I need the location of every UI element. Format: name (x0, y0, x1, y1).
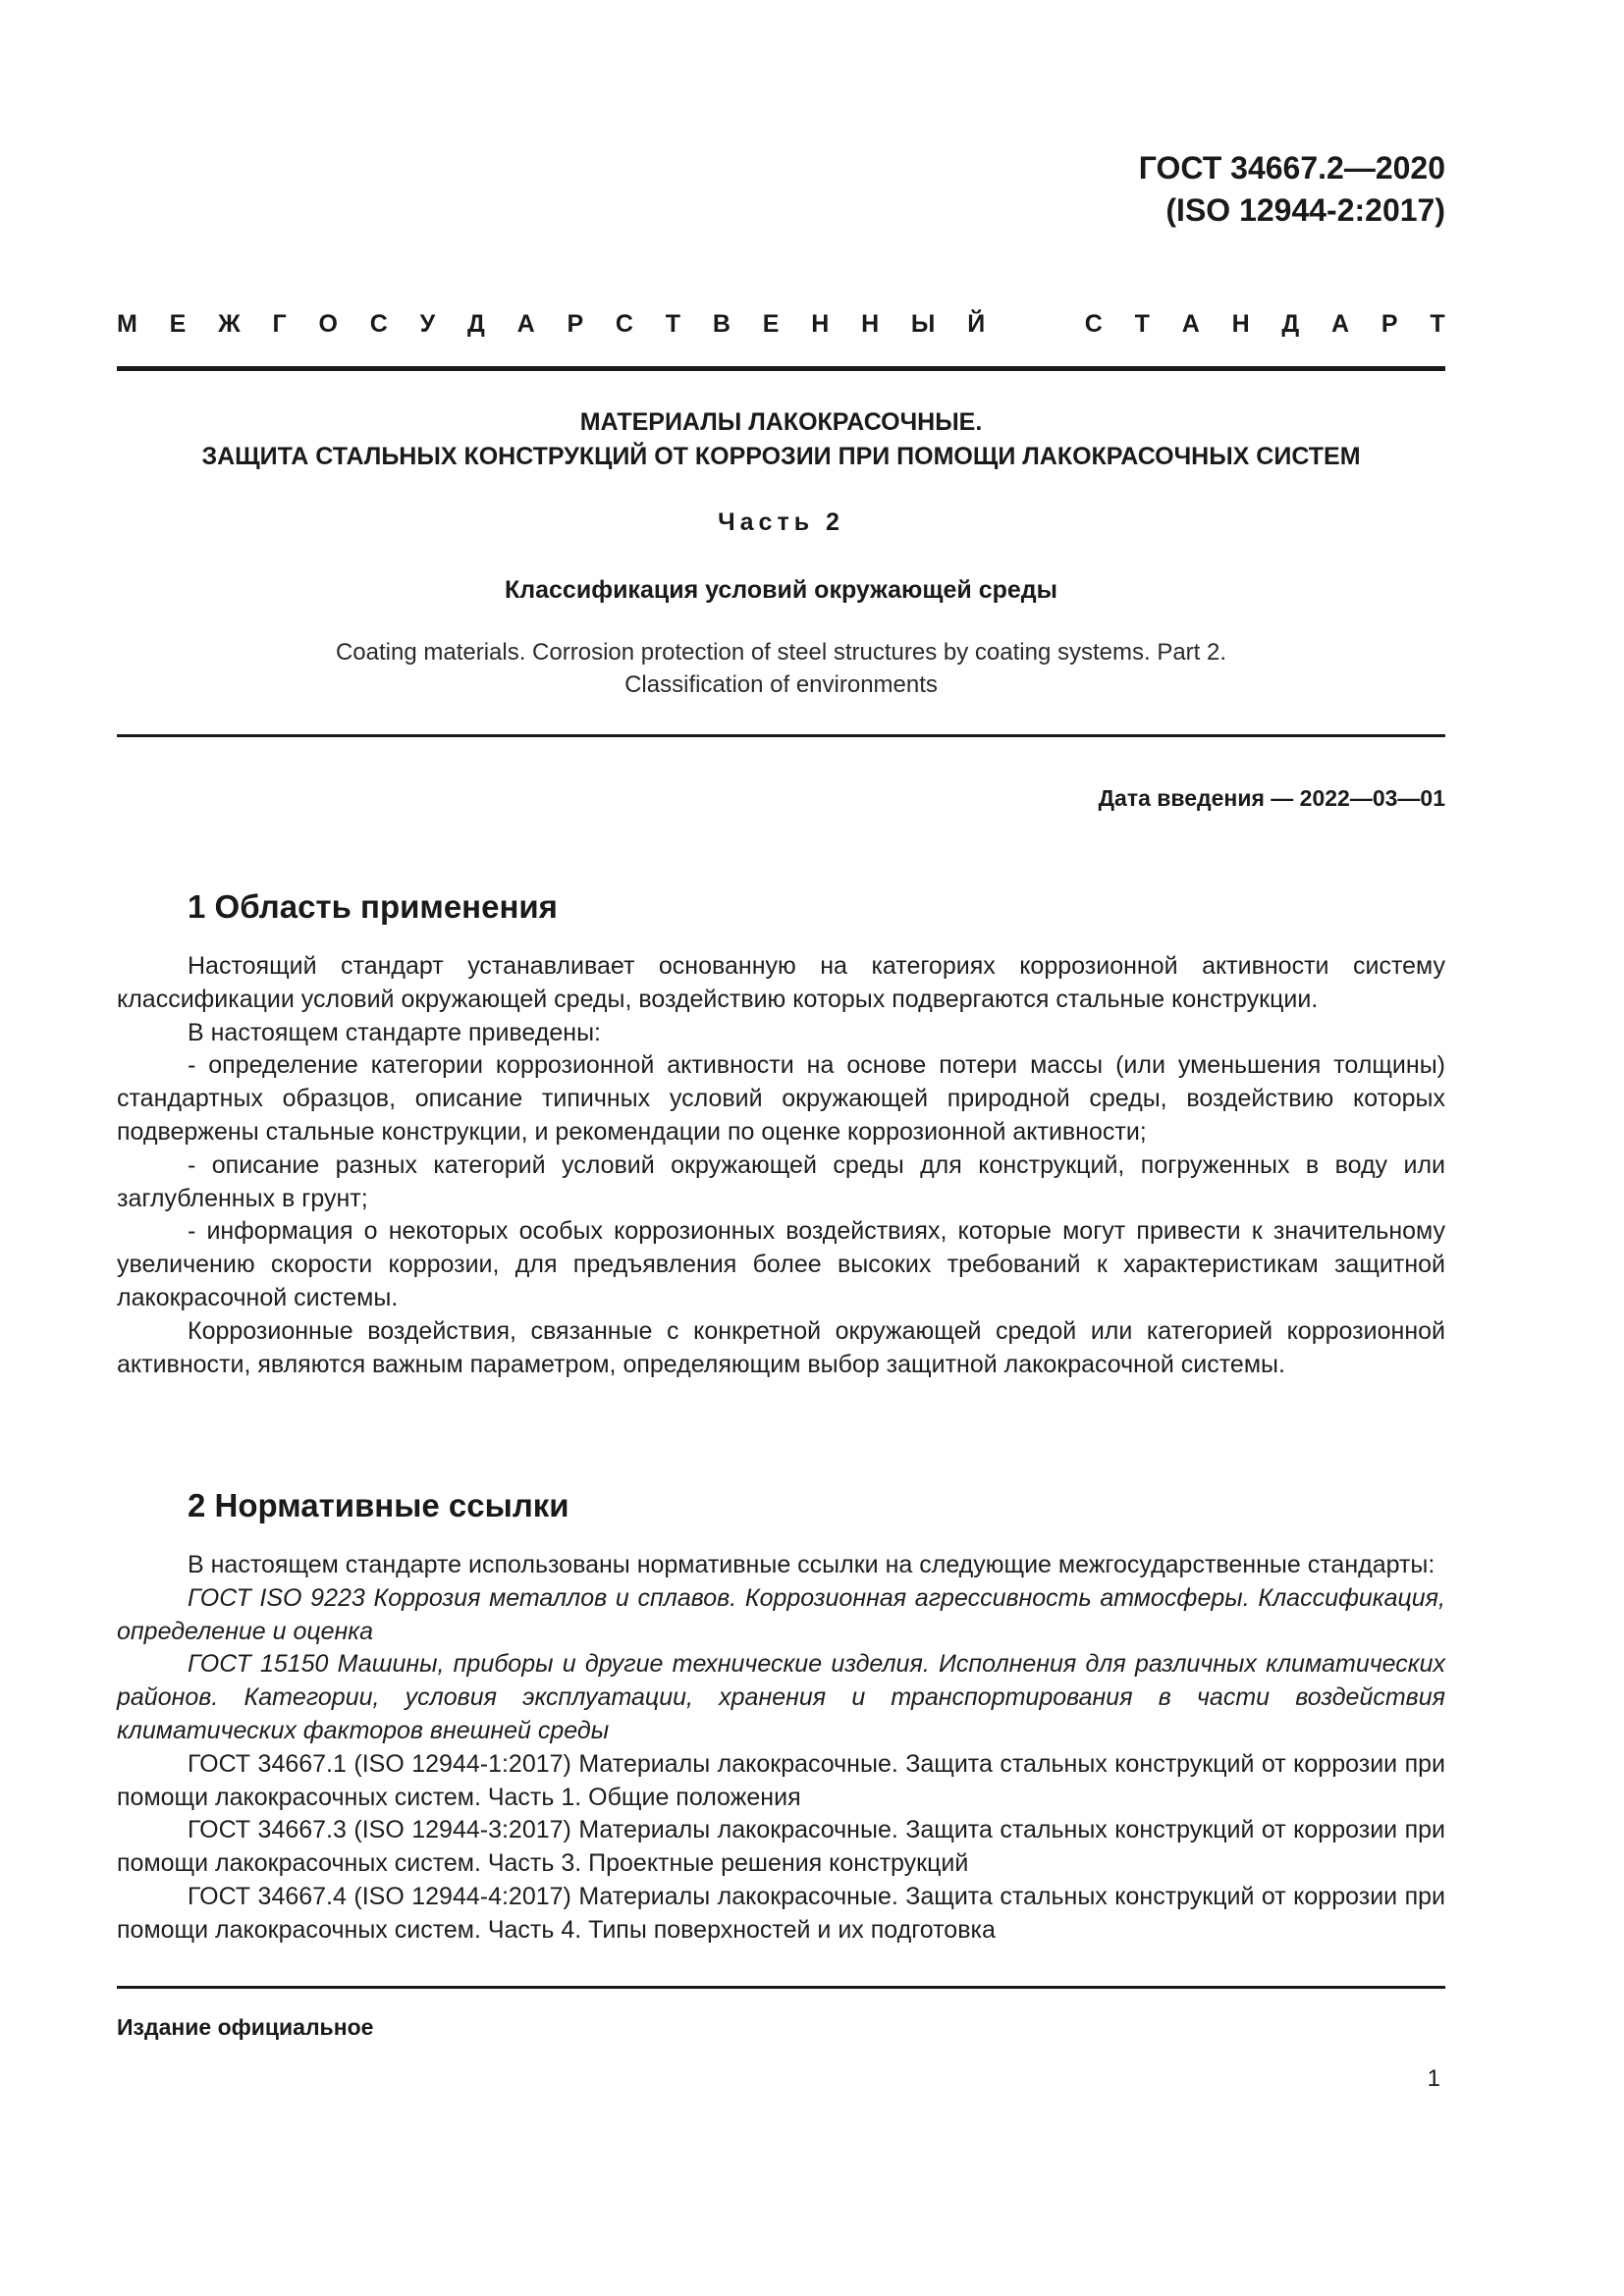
title-letter: Т (1134, 310, 1150, 338)
title-letter: А (1331, 310, 1350, 338)
reference-item: ГОСТ 34667.3 (ISO 12944-3:2017) Материалы лакокрасочные. Защита стальных конструкций от коррозии при помощи лакокрасочных систем. Часть 3. Проектные решения конструкций (117, 1816, 1445, 1878)
english-title-line-1: Coating materials. Corrosion protection of steel structures by coating systems. Part 2. (335, 639, 1227, 666)
paragraph: Настоящий стандарт устанавливает основанную на категориях коррозионной активности систему классификации условий окружающей среды, воздействию которых подвергаются стальные конструкции. (117, 952, 1445, 1013)
title-rule (117, 734, 1445, 737)
title-letter: С (615, 310, 633, 338)
reference-item: ГОСТ 34667.4 (ISO 12944-4:2017) Материалы лакокрасочные. Защита стальных конструкций от коррозии при помощи лакокрасочных систем. Часть 4. Типы поверхностей и их подготовка (117, 1882, 1445, 1944)
section-body-references (117, 1549, 1445, 1948)
official-edition-label: Издание официальное (117, 2014, 374, 2040)
list-item: - информация о некоторых особых коррозионных воздействиях, которые могут привести к значительному увеличению скорости коррозии, для предъявления более высоких требований к характеристикам защитной лакокрасочной системы. (117, 1217, 1445, 1311)
document-designation (1139, 147, 1445, 232)
title-letter: Н (861, 310, 880, 338)
section-heading-references: 2 Нормативные ссылки (188, 1487, 569, 1523)
title-letter: Н (811, 310, 830, 338)
title-letter: О (318, 310, 338, 338)
standard-kind-title (117, 304, 1445, 344)
title-letter: А (1181, 310, 1200, 338)
title-line-1: МАТЕРИАЛЫ ЛАКОКРАСОЧНЫЕ. (579, 408, 983, 436)
list-item: - определение категории коррозионной активности на основе потери массы (или уменьшения толщины) стандартных образцов, описание типичных условий окружающей природной среды, воздействию которых подвержены стальные конструкции, и рекомендации по оценке коррозионной активности; (117, 1051, 1445, 1146)
title-letter: М (117, 310, 137, 338)
footer-rule (117, 1986, 1445, 1989)
word-gap (1017, 304, 1053, 344)
title-letter: Ж (218, 310, 241, 338)
title-letter: А (516, 310, 535, 338)
header-rule (117, 366, 1445, 371)
title-letter: Й (967, 310, 986, 338)
title-letter: Е (169, 310, 187, 338)
title-letter: Р (1380, 310, 1398, 338)
title-letter: Д (466, 310, 485, 338)
english-title-line-2: Classification of environments (624, 671, 938, 698)
title-letter: У (419, 310, 436, 338)
document-title (117, 405, 1445, 474)
part-label: Часть 2 (718, 508, 844, 536)
paragraph: В настоящем стандарте приведены: (188, 1018, 601, 1046)
iso-number: (ISO 12944-2:2017) (1165, 192, 1445, 228)
paragraph: Коррозионные воздействия, связанные с конкретной окружающей средой или категорией коррозионной активности, являются важным параметром, определяющим выбор защитной лакокрасочной системы. (117, 1316, 1445, 1378)
part-subtitle: Классификация условий окружающей среды (504, 576, 1058, 604)
title-letter: Р (567, 310, 584, 338)
title-letter: Д (1281, 310, 1300, 338)
reference-item: ГОСТ 34667.1 (ISO 12944-1:2017) Материалы лакокрасочные. Защита стальных конструкций от коррозии при помощи лакокрасочных систем. Часть 1. Общие положения (117, 1749, 1445, 1811)
title-letter: Н (1231, 310, 1250, 338)
title-letter: Е (762, 310, 780, 338)
document-page (117, 0, 1445, 2296)
section-body-scope (117, 950, 1445, 1381)
title-letter: Т (1430, 310, 1445, 338)
reference-item: ГОСТ 15150 Машины, приборы и другие технические изделия. Исполнения для различных климатических районов. Категории, условия эксплуатации, хранения и транспортирования в части воздействия климатических факторов внешней среды (117, 1650, 1445, 1744)
title-letter: С (1084, 310, 1103, 338)
gost-number: ГОСТ 34667.2—2020 (1138, 150, 1445, 186)
title-letter: Ы (910, 310, 936, 338)
section-heading-scope: 1 Область применения (188, 888, 558, 925)
english-title (117, 636, 1445, 701)
paragraph: В настоящем стандарте использованы нормативные ссылки на следующие межгосударственные стандарты: (188, 1551, 1435, 1578)
introduction-date: Дата введения — 2022—03—01 (1098, 785, 1445, 811)
title-letter: С (369, 310, 388, 338)
title-letter: Т (665, 310, 681, 338)
title-letter: Г (272, 310, 287, 338)
reference-item: ГОСТ ISO 9223 Коррозия металлов и сплавов. Коррозионная агрессивность атмосферы. Классификация, определение и оценка (117, 1583, 1445, 1645)
title-line-2: ЗАЩИТА СТАЛЬНЫХ КОНСТРУКЦИЙ ОТ КОРРОЗИИ ПРИ ПОМОЩИ ЛАКОКРАСОЧНЫХ СИСТЕМ (201, 443, 1361, 470)
list-item: - описание разных категорий условий окружающей среды для конструкций, погруженных в воду или заглубленных в грунт; (117, 1150, 1445, 1212)
page-number: 1 (1427, 2065, 1440, 2092)
title-letter: В (712, 310, 731, 338)
